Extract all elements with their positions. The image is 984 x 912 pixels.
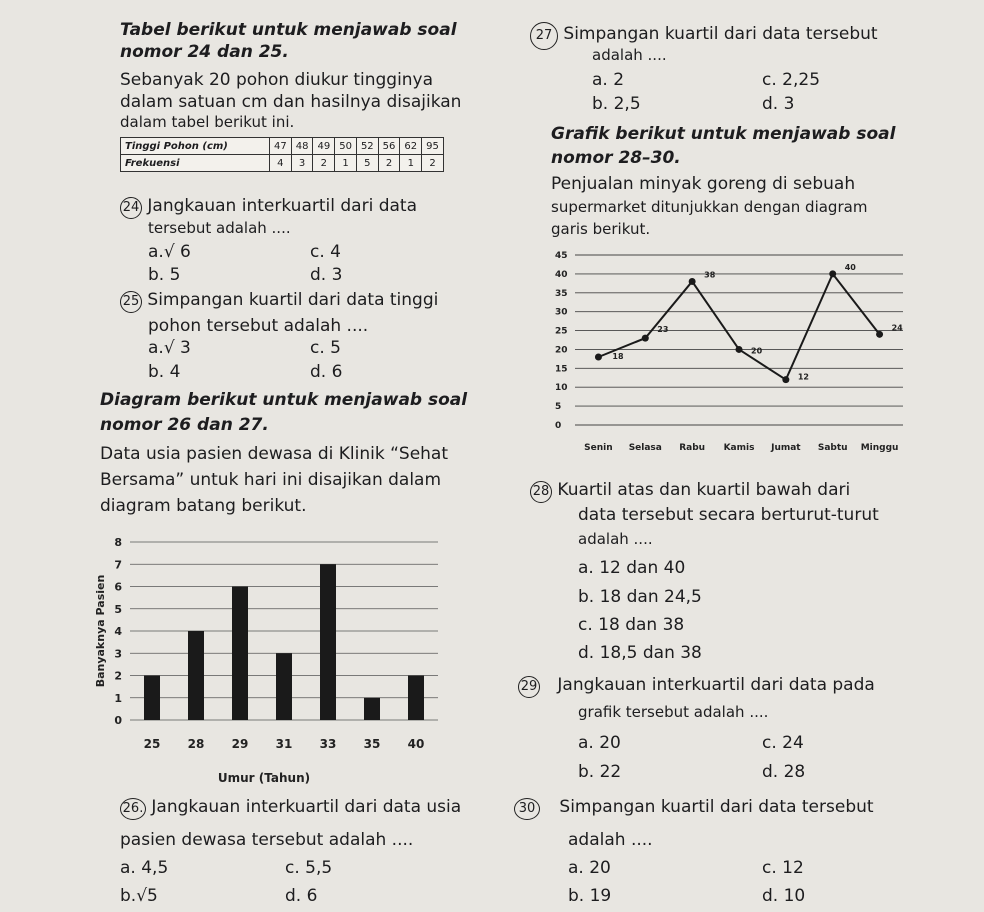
x-tick-label: Kamis [723, 443, 755, 453]
option-25-d[interactable]: d. 6 [310, 362, 343, 382]
data-label: 20 [751, 346, 763, 356]
bar [320, 564, 336, 720]
sales-line-chart [545, 243, 920, 458]
question-25 [120, 290, 438, 313]
question-26-text-2: pasien dewasa tersebut adalah .... [120, 830, 414, 850]
data-point [642, 335, 649, 342]
data-point [736, 346, 743, 353]
table-cell: 2 [313, 155, 335, 172]
diagram-text-line-1: Data usia pasien dewasa di Klinik “Sehat [100, 444, 449, 464]
table-cell: 2 [378, 155, 400, 172]
age-bar-chart [90, 530, 450, 790]
option-26-b[interactable]: b.√5 [120, 886, 158, 906]
graph-title-line-1: Grafik berikut untuk menjawab soal [551, 124, 896, 144]
question-28-text-3: adalah .... [578, 530, 653, 548]
question-number: 25 [120, 291, 142, 313]
option-25-a[interactable]: a.√ 3 [148, 338, 191, 358]
table-cell: 4 [270, 155, 292, 172]
x-tick-label: 33 [319, 737, 337, 751]
question-text: Jangkauan interkuartil dari data [147, 196, 417, 216]
question-25-text-2: pohon tersebut adalah .... [148, 316, 369, 336]
diagram-title-line-2: nomor 26 dan 27. [100, 415, 269, 435]
x-tick-label: 28 [187, 737, 205, 751]
y-tick-label: 7 [114, 558, 122, 572]
question-number: 27 [530, 22, 558, 50]
bar [232, 587, 248, 721]
question-29-text-2: grafik tersebut adalah .... [578, 703, 769, 721]
question-number: 28 [530, 481, 552, 503]
table-cell: 56 [378, 138, 400, 155]
option-26-d[interactable]: d. 6 [285, 886, 318, 906]
graph-text-line-1: Penjualan minyak goreng di sebuah [551, 174, 856, 194]
y-tick-label: 4 [114, 625, 122, 638]
data-point [595, 354, 602, 361]
option-26-c[interactable]: c. 5,5 [285, 858, 333, 878]
table-cell: 1 [400, 155, 422, 172]
option-30-a[interactable]: a. 20 [568, 858, 611, 878]
data-label: 12 [797, 372, 809, 382]
x-tick-label: Rabu [679, 443, 706, 453]
y-tick-label: 5 [555, 402, 562, 413]
option-27-b[interactable]: b. 2,5 [592, 94, 641, 114]
bar [364, 698, 380, 720]
y-tick-label: 2 [114, 669, 122, 683]
data-point [689, 278, 696, 285]
tree-height-table [120, 137, 444, 172]
y-tick-label: 30 [555, 307, 568, 318]
table-cell: 5 [356, 155, 378, 172]
data-label: 40 [844, 262, 856, 272]
y-tick-label: 0 [555, 421, 562, 431]
x-tick-label: Senin [584, 443, 613, 453]
question-text: Jangkauan interkuartil dari data usia [151, 797, 462, 817]
data-label: 38 [704, 270, 716, 280]
y-tick-label: 6 [114, 580, 122, 594]
table-cell: 50 [335, 138, 357, 155]
option-29-d[interactable]: d. 28 [762, 762, 806, 782]
question-26 [120, 797, 461, 820]
question-29 [518, 675, 875, 698]
x-tick-label: 40 [407, 737, 425, 751]
option-28-c[interactable]: c. 18 dan 38 [578, 615, 685, 635]
question-text: Simpangan kuartil dari data tersebut [563, 24, 878, 44]
diagram-text-line-2: Bersama” untuk hari ini disajikan dalam [100, 470, 442, 490]
y-tick-label: 20 [555, 345, 568, 356]
intro-title-line-2: nomor 24 dan 25. [120, 42, 289, 62]
graph-text-line-2: supermarket ditunjukkan dengan diagram [551, 198, 868, 216]
option-24-b[interactable]: b. 5 [148, 265, 181, 285]
x-tick-label: Jumat [771, 443, 801, 453]
y-tick-label: 35 [555, 288, 568, 299]
question-28 [530, 480, 850, 503]
option-28-d[interactable]: d. 18,5 dan 38 [578, 643, 702, 663]
data-label: 24 [891, 323, 903, 333]
diagram-text-line-3: diagram batang berikut. [100, 496, 307, 516]
question-27-text-2: adalah .... [592, 46, 667, 64]
y-tick-label: 25 [555, 326, 568, 337]
option-27-a[interactable]: a. 2 [592, 70, 625, 90]
option-26-a[interactable]: a. 4,5 [120, 858, 169, 878]
intro-text-line-2: dalam satuan cm dan hasilnya disajikan [120, 92, 462, 112]
x-tick-label: 35 [363, 737, 381, 751]
diagram-title-line-1: Diagram berikut untuk menjawab soal [100, 390, 468, 410]
bar [188, 631, 204, 720]
option-30-c[interactable]: c. 12 [762, 858, 804, 878]
y-tick-label: 0 [114, 714, 122, 727]
y-tick-label: 8 [114, 536, 122, 549]
y-tick-label: 15 [555, 364, 568, 375]
y-tick-label: 5 [114, 602, 122, 616]
table-cell: 95 [422, 138, 444, 155]
intro-text-line-1: Sebanyak 20 pohon diukur tingginya [120, 70, 434, 90]
question-text: Simpangan kuartil dari data tinggi [147, 290, 439, 310]
y-tick-label: 10 [555, 383, 568, 394]
y-tick-label: 45 [555, 251, 568, 261]
table-row [121, 138, 444, 155]
question-30-text-2: adalah .... [568, 830, 653, 850]
table-cell: 62 [400, 138, 422, 155]
x-tick-label: Sabtu [817, 443, 848, 453]
option-30-b[interactable]: b. 19 [568, 886, 612, 906]
y-axis-label: Banyaknya Pasien [94, 574, 107, 688]
y-tick-label: 1 [114, 691, 122, 705]
option-29-b[interactable]: b. 22 [578, 762, 622, 782]
y-tick-label: 3 [114, 647, 122, 661]
option-27-d[interactable]: d. 3 [762, 94, 795, 114]
option-25-b[interactable]: b. 4 [148, 362, 181, 382]
question-text: Simpangan kuartil dari data tersebut [559, 797, 874, 817]
graph-text-line-3: garis berikut. [551, 220, 651, 238]
option-29-a[interactable]: a. 20 [578, 733, 621, 753]
data-point [829, 270, 836, 277]
question-28-text-2: data tersebut secara berturut-turut [578, 505, 879, 525]
x-tick-label: 29 [231, 737, 249, 751]
question-30 [514, 797, 874, 820]
table-cell: 49 [313, 138, 335, 155]
data-point [782, 376, 789, 383]
data-label: 23 [657, 325, 669, 335]
intro-title-line-1: Tabel berikut untuk menjawab soal [120, 20, 457, 40]
x-tick-label: 25 [143, 737, 161, 751]
option-29-c[interactable]: c. 24 [762, 733, 804, 753]
table-row [121, 155, 444, 172]
series-line [598, 274, 879, 380]
intro-text-line-3: dalam tabel berikut ini. [120, 113, 295, 131]
option-30-d[interactable]: d. 10 [762, 886, 806, 906]
option-24-d[interactable]: d. 3 [310, 265, 343, 285]
table-header-frequency: Frekuensi [121, 155, 270, 172]
graph-title-line-2: nomor 28–30. [551, 148, 681, 168]
table-cell: 2 [422, 155, 444, 172]
option-28-a[interactable]: a. 12 dan 40 [578, 558, 686, 578]
data-label: 18 [612, 352, 624, 361]
bar [144, 676, 160, 721]
question-number: 26. [120, 798, 146, 820]
question-text: Jangkauan interkuartil dari data pada [557, 675, 875, 695]
option-24-a[interactable]: a.√ 6 [148, 242, 191, 262]
table-cell: 52 [356, 138, 378, 155]
option-24-c[interactable]: c. 4 [310, 242, 341, 262]
table-cell: 1 [335, 155, 357, 172]
question-number: 29 [518, 676, 540, 698]
y-tick-label: 40 [555, 269, 568, 280]
question-number: 30 [514, 798, 540, 820]
x-axis-label: Umur (Tahun) [217, 771, 311, 785]
question-27 [530, 22, 878, 50]
x-tick-label: 31 [275, 737, 293, 751]
question-24 [120, 196, 417, 219]
table-cell: 47 [270, 138, 292, 155]
bar [408, 676, 424, 721]
table-header-height: Tinggi Pohon (cm) [121, 138, 270, 155]
option-27-c[interactable]: c. 2,25 [762, 70, 821, 90]
data-point [876, 331, 883, 338]
x-tick-label: Minggu [860, 443, 899, 453]
table-cell: 3 [291, 155, 313, 172]
question-text: Kuartil atas dan kuartil bawah dari [557, 480, 851, 500]
question-number: 24 [120, 197, 142, 219]
question-24-text-2: tersebut adalah .... [148, 219, 291, 237]
option-28-b[interactable]: b. 18 dan 24,5 [578, 587, 702, 607]
table-cell: 48 [291, 138, 313, 155]
bar [276, 653, 292, 720]
x-tick-label: Selasa [628, 443, 662, 453]
option-25-c[interactable]: c. 5 [310, 338, 341, 358]
